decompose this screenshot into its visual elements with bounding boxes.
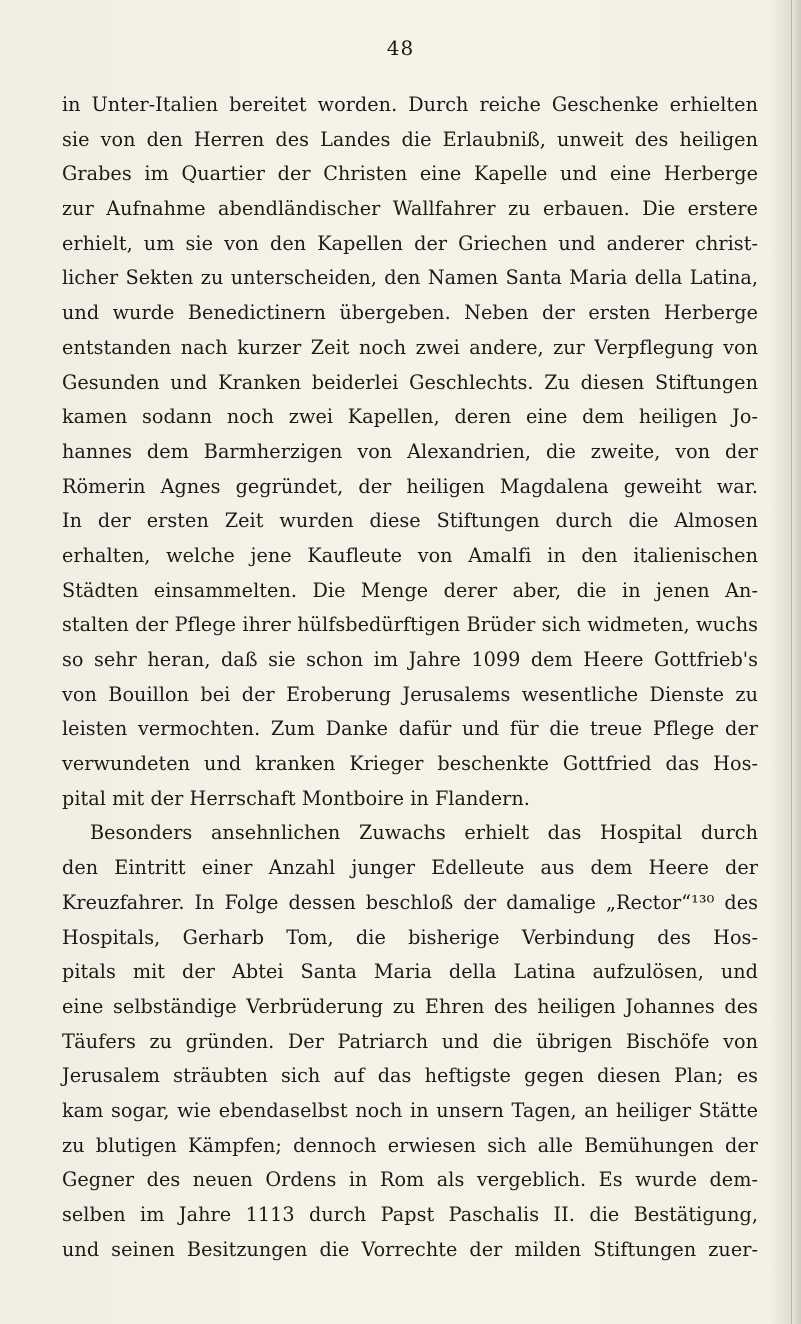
text-line: von Bouillon bei der Eroberung Jerusalems wesentliche Dienste zu [62, 682, 758, 706]
text-line: so sehr heran, daß sie schon im Jahre 1099 dem Heere Gottfrieb's [62, 648, 758, 671]
text-line: In der ersten Zeit wurden diese Stiftungen durch die Almosen [62, 509, 758, 533]
page-edge [791, 0, 801, 1324]
text-line: kam sogar, wie ebendaselbst noch in unsern Tagen, an heiliger Stätte [62, 1098, 758, 1122]
text-line: und wurde Benedictinern übergeben. Neben der ersten Herberge [62, 301, 758, 325]
text-line: Besonders ansehnlichen Zuwachs erhielt das Hospital durch [90, 821, 758, 845]
text-line: pital mit der Herrschaft Montboire in Flandern. [62, 786, 530, 810]
text-line: Jerusalem sträubten sich auf das heftigste gegen diesen Plan; es [62, 1064, 758, 1088]
text-line: eine selbständige Verbrüderung zu Ehren des heiligen Johannes des [62, 994, 758, 1018]
text-line: erhalten, welche jene Kaufleute von Amalfi in den italienischen [62, 543, 758, 567]
text-line: verwundeten und kranken Krieger beschenkte Gottfried das Hos- [62, 752, 758, 776]
text-line: leisten vermochten. Zum Danke dafür und für die treue Pflege der [62, 717, 758, 741]
text-line: in Unter-Italien bereitet worden. Durch reiche Geschenke erhielten [62, 93, 758, 116]
text-line: stalten der Pflege ihrer hülfsbedürftigen Brüder sich widmeten, wuchs [62, 613, 758, 637]
text-line: den Eintritt einer Anzahl junger Edelleute aus dem Heere der [62, 856, 758, 880]
text-line: Gesunden und Kranken beiderlei Geschlechts. Zu diesen Stiftungen [62, 370, 758, 394]
text-line: licher Sekten zu unterscheiden, den Namen Santa Maria della Latina, [62, 266, 758, 290]
text-line: Gegner des neuen Ordens in Rom als vergeblich. Es wurde dem- [62, 1168, 758, 1192]
text-line: Täufers zu gründen. Der Patriarch und die übrigen Bischöfe von [62, 1029, 758, 1053]
text-line: entstanden nach kurzer Zeit noch zwei andere, zur Verpflegung von [62, 335, 758, 359]
text-line: Römerin Agnes gegründet, der heiligen Magdalena geweiht war. [62, 474, 758, 498]
text-line: Kreuzfahrer. In Folge dessen beschloß der damalige „Rector“¹³⁰ des [62, 890, 758, 914]
text-line: zur Aufnahme abendländischer Wallfahrer zu erbauen. Die erstere [62, 197, 758, 221]
text-line: selben im Jahre 1113 durch Papst Paschalis II. die Bestätigung, [62, 1203, 758, 1226]
text-line: kamen sodann noch zwei Kapellen, deren eine dem heiligen Jo- [62, 405, 758, 429]
text-line: hannes dem Barmherzigen von Alexandrien, die zweite, von der [62, 439, 758, 463]
text-line: zu blutigen Kämpfen; dennoch erwiesen sich alle Bemühungen der [62, 1133, 758, 1157]
text-line: erhielt, um sie von den Kapellen der Griechen und anderer christ- [62, 231, 758, 255]
text-line: Grabes im Quartier der Christen eine Kapelle und eine Herberge [62, 162, 758, 186]
text-line: und seinen Besitzungen die Vorrechte der milden Stiftungen zuer- [62, 1237, 758, 1261]
text-line: pitals mit der Abtei Santa Maria della Latina aufzulösen, und [62, 960, 758, 984]
text-line: sie von den Herren des Landes die Erlaubniß, unweit des heiligen [62, 127, 758, 151]
body-text [62, 88, 758, 1267]
page-number: 48 [386, 36, 415, 60]
text-line: Hospitals, Gerharb Tom, die bisherige Verbindung des Hos- [62, 925, 758, 949]
text-line: Städten einsammelten. Die Menge derer aber, die in jenen An- [62, 578, 758, 602]
